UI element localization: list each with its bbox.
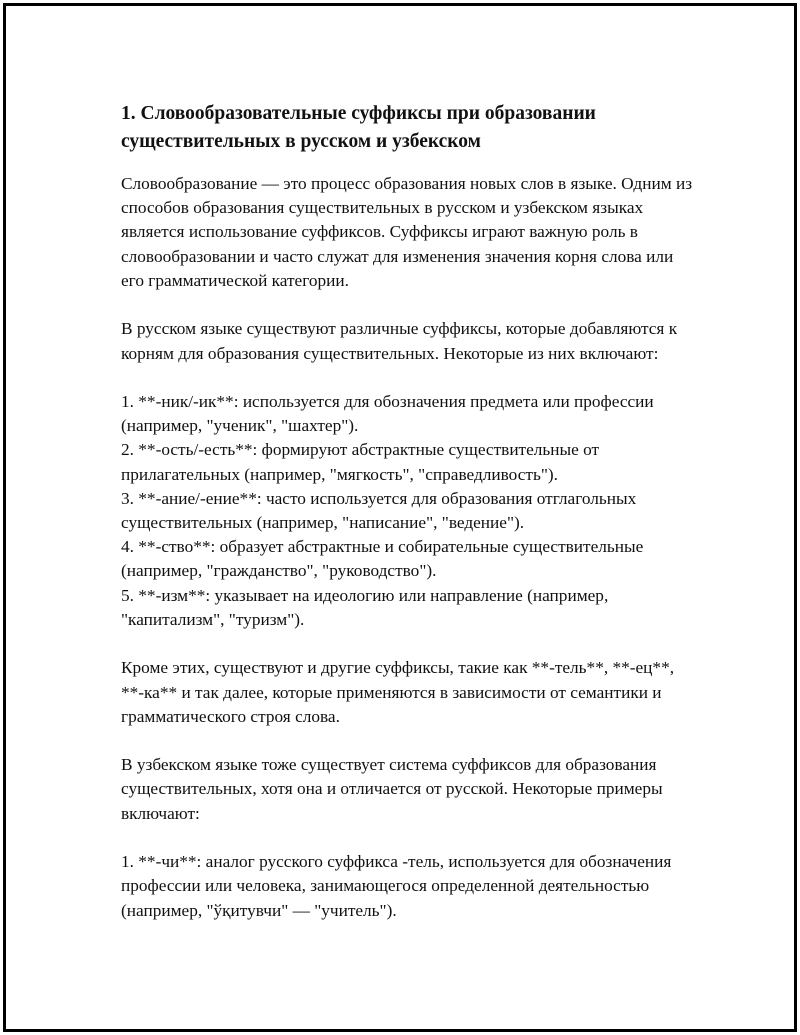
list-item: 2. **-ость/-есть**: формируют абстрактные существительные от прилагательных (например, "мягкость", "справедливость"). [121, 440, 600, 484]
list-item: 4. **-ство**: образует абстрактные и собирательные существительные (например, "гражданство", "руководство"). [121, 537, 644, 581]
document-page [3, 3, 797, 1032]
russian-intro-paragraph: В русском языке существуют различные суффиксы, которые добавляются к корням для образования существительных. Некоторые из них включают: [121, 319, 678, 363]
russian-suffix-list [121, 390, 696, 632]
list-item: 1. **-чи**: аналог русского суффикса -тель, используется для обозначения профессии или человека, занимающегося определенной деятельностью (например, "ўқитувчи" — "учитель"). [121, 852, 672, 920]
other-suffixes-paragraph: Кроме этих, существуют и другие суффиксы, такие как **-тель**, **-ец**, **-ка** и так далее, которые применяются в зависимости от семантики и грамматического строя слова. [121, 658, 675, 726]
document-content [121, 100, 696, 947]
list-item: 1. **-ник/-ик**: используется для обозначения предмета или профессии (например, "ученик", "шахтер"). [121, 392, 654, 436]
uzbek-intro-paragraph: В узбекском языке тоже существует система суффиксов для образования существительных, хотя она и отличается от русской. Некоторые примеры включают: [121, 755, 663, 823]
list-item: 3. **-ание/-ение**: часто используется для образования отглагольных существительных (например, "написание", "ведение"). [121, 488, 637, 533]
list-item: 5. **-изм**: указывает на идеологию или направление (например, "капитализм", "туризм"). [121, 585, 609, 629]
section-heading: 1. Словообразовательные суффиксы при образовании существительных в русском и узбекском [121, 103, 596, 152]
intro-paragraph: Словообразование — это процесс образования новых слов в языке. Одним из способов образования существительных в русском и узбекском языках является использование суффиксов. Суффиксы играют важную роль в словообразовании и часто служат для изменения значения корня слова или его грамматической категории. [121, 174, 693, 290]
uzbek-suffix-list [121, 850, 696, 923]
